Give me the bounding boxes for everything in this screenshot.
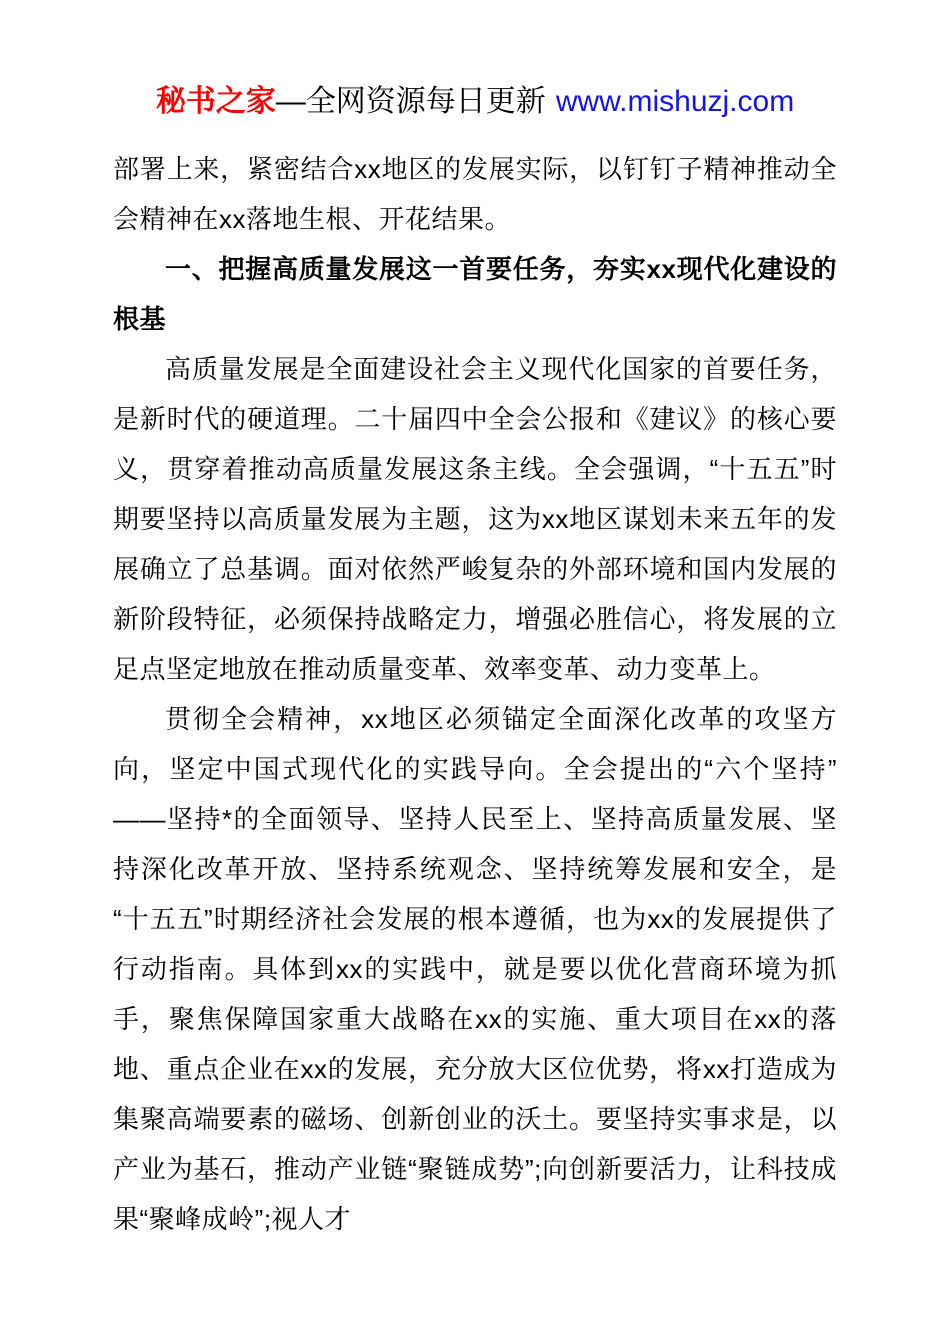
paragraph: 高质量发展是全面建设社会主义现代化国家的首要任务，是新时代的硬道理。二十届四中全会公报和《建议》的核心要义，贯穿着推动高质量发展这条主线。全会强调，“十五五”时期要坚持以高质量发展为主题，这为xx地区谋划未来五年的发展确立了总基调。面对依然严峻复杂的外部环境和国内发展的新阶段特征，必须保持战略定力，增强必胜信心，将发展的立足点坚定地放在推动质量变革、效率变革、动力变革上。 xyxy=(113,354,837,684)
section-heading: 一、把握高质量发展这一首要任务，夯实xx现代化建设的根基 xyxy=(113,254,837,334)
paragraph-continuation: 部署上来，紧密结合xx地区的发展实际，以钉钉子精神推动全会精神在xx落地生根、开花结果。 xyxy=(113,154,837,234)
header-tagline: —全网资源每日更新 xyxy=(275,85,546,118)
document-body xyxy=(113,144,837,1244)
site-name: 秘书之家 xyxy=(155,85,276,118)
paragraph: 贯彻全会精神，xx地区必须锚定全面深化改革的攻坚方向，坚定中国式现代化的实践导向。全会提出的“六个坚持”——坚持*的全面领导、坚持人民至上、坚持高质量发展、坚持深化改革开放、坚持系统观念、坚持统筹发展和安全，是“十五五”时期经济社会发展的根本遵循，也为xx的发展提供了行动指南。具体到xx的实践中，就是要以优化营商环境为抓手，聚焦保障国家重大战略在xx的实施、重大项目在xx的落地、重点企业在xx的发展，充分放大区位优势，将xx打造成为集聚高端要素的磁场、创新创业的沃土。要坚持实事求是，以产业为基石，推动产业链“聚链成势”;向创新要活力，让科技成果“聚峰成岭”;视人才 xyxy=(113,704,837,1234)
header-url-link[interactable]: www.mishuzj.com xyxy=(555,85,795,118)
site-header xyxy=(0,0,950,120)
